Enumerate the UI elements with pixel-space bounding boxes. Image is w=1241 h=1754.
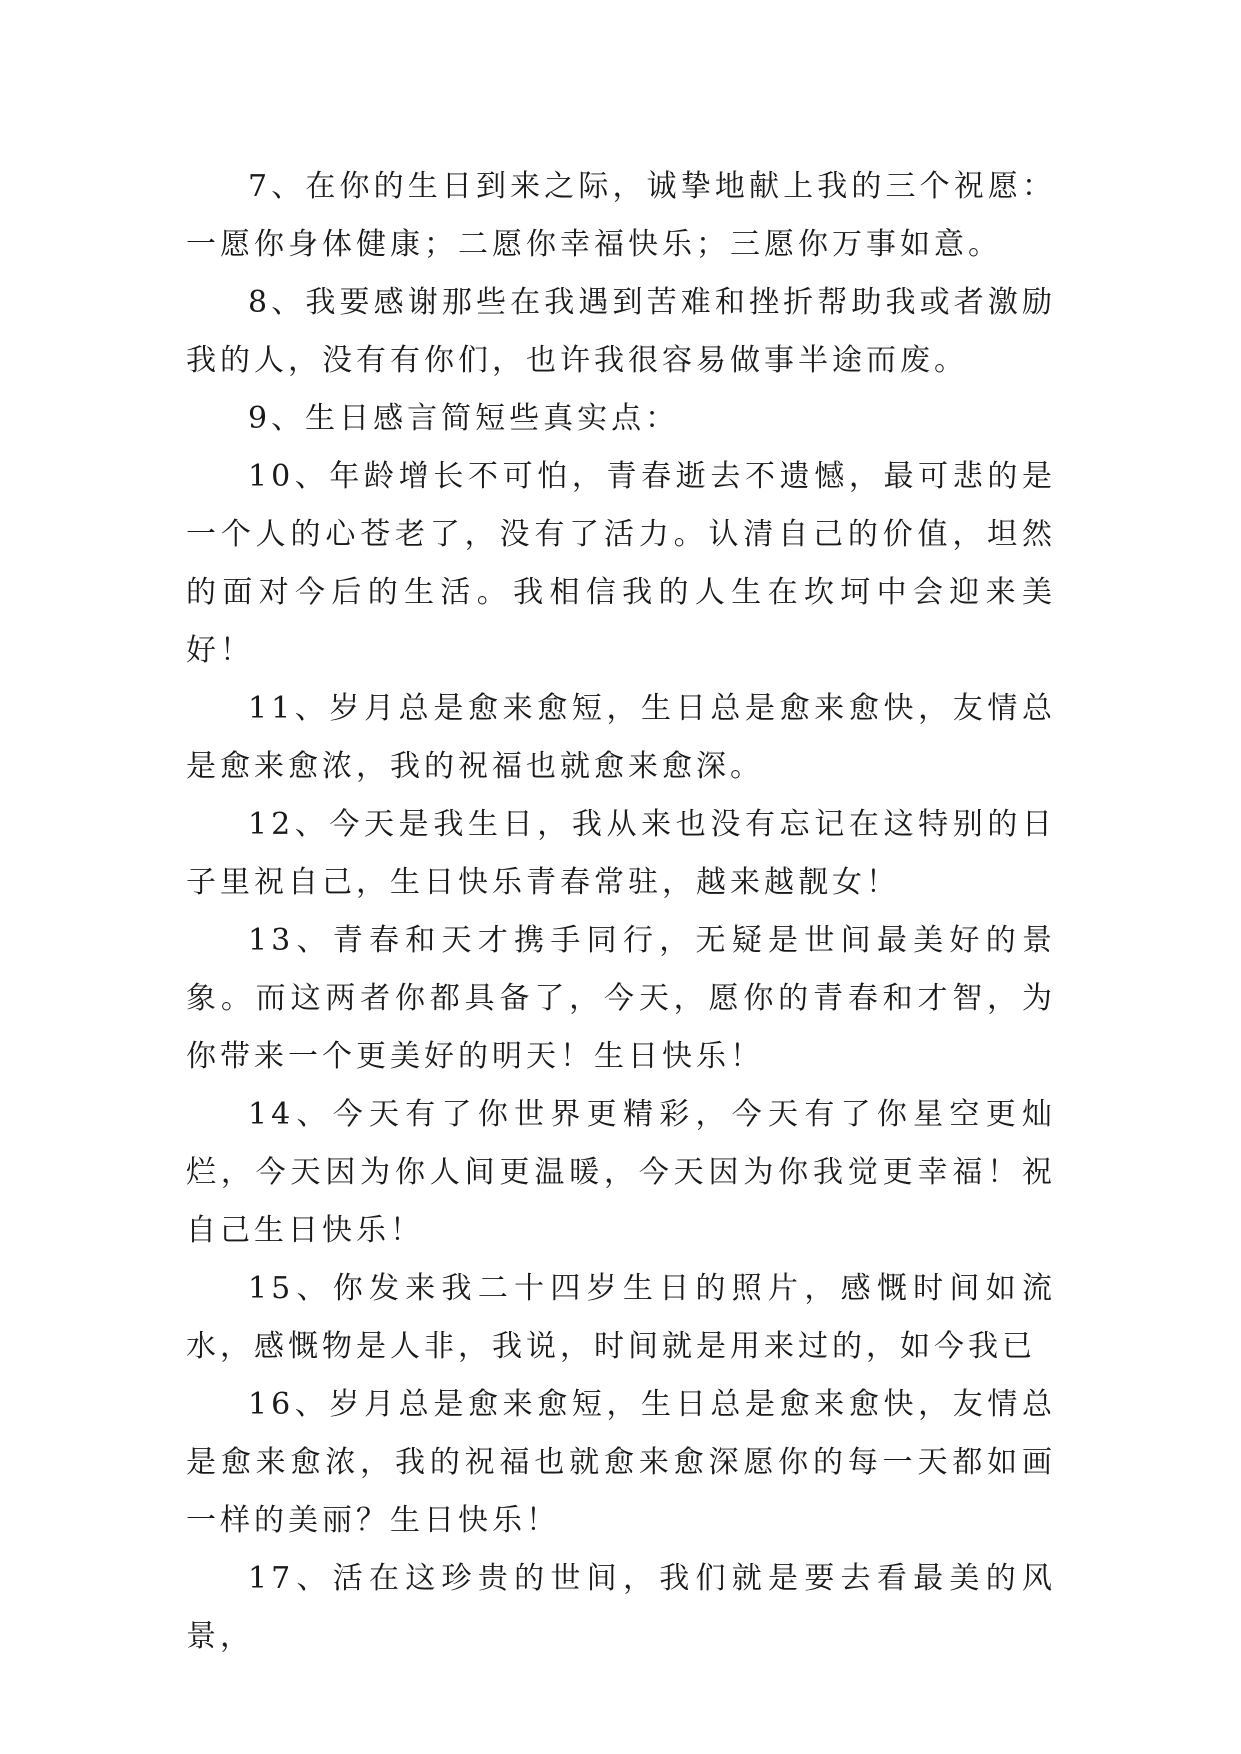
paragraph-8: 8、我要感谢那些在我遇到苦难和挫折帮助我或者激励我的人，没有有你们，也许我很容易做事半途而废。 (186, 285, 1056, 378)
paragraph-7: 7、在你的生日到来之际，诚挚地献上我的三个祝愿：一愿你身体健康；二愿你幸福快乐；三愿你万事如意。 (186, 169, 1056, 262)
paragraph-14: 14、今天有了你世界更精彩，今天有了你星空更灿烂，今天因为你人间更温暖，今天因为你我觉更幸福！祝自己生日快乐！ (186, 1097, 1056, 1248)
paragraph-11: 11、岁月总是愈来愈短，生日总是愈来愈快，友情总是愈来愈浓，我的祝福也就愈来愈深。 (186, 691, 1056, 784)
paragraph-10: 10、年龄增长不可怕，青春逝去不遗憾，最可悲的是一个人的心苍老了，没有了活力。认清自己的价值，坦然的面对今后的生活。我相信我的人生在坎坷中会迎来美好！ (186, 459, 1056, 668)
document-body (186, 158, 1056, 1666)
paragraph-17: 17、活在这珍贵的世间，我们就是要去看最美的风景， (186, 1561, 1056, 1654)
paragraph-12: 12、今天是我生日，我从来也没有忘记在这特别的日子里祝自己，生日快乐青春常驻，越来越靓女！ (186, 807, 1056, 900)
paragraph-16: 16、岁月总是愈来愈短，生日总是愈来愈快，友情总是愈来愈浓，我的祝福也就愈来愈深愿你的每一天都如画一样的美丽？生日快乐！ (186, 1387, 1056, 1538)
paragraph-13: 13、青春和天才携手同行，无疑是世间最美好的景象。而这两者你都具备了，今天，愿你的青春和才智，为你带来一个更美好的明天！生日快乐！ (186, 923, 1056, 1074)
paragraph-9: 9、生日感言简短些真实点： (248, 401, 680, 436)
paragraph-15: 15、你发来我二十四岁生日的照片，感慨时间如流水，感慨物是人非，我说，时间就是用来过的，如今我已 (186, 1271, 1056, 1364)
